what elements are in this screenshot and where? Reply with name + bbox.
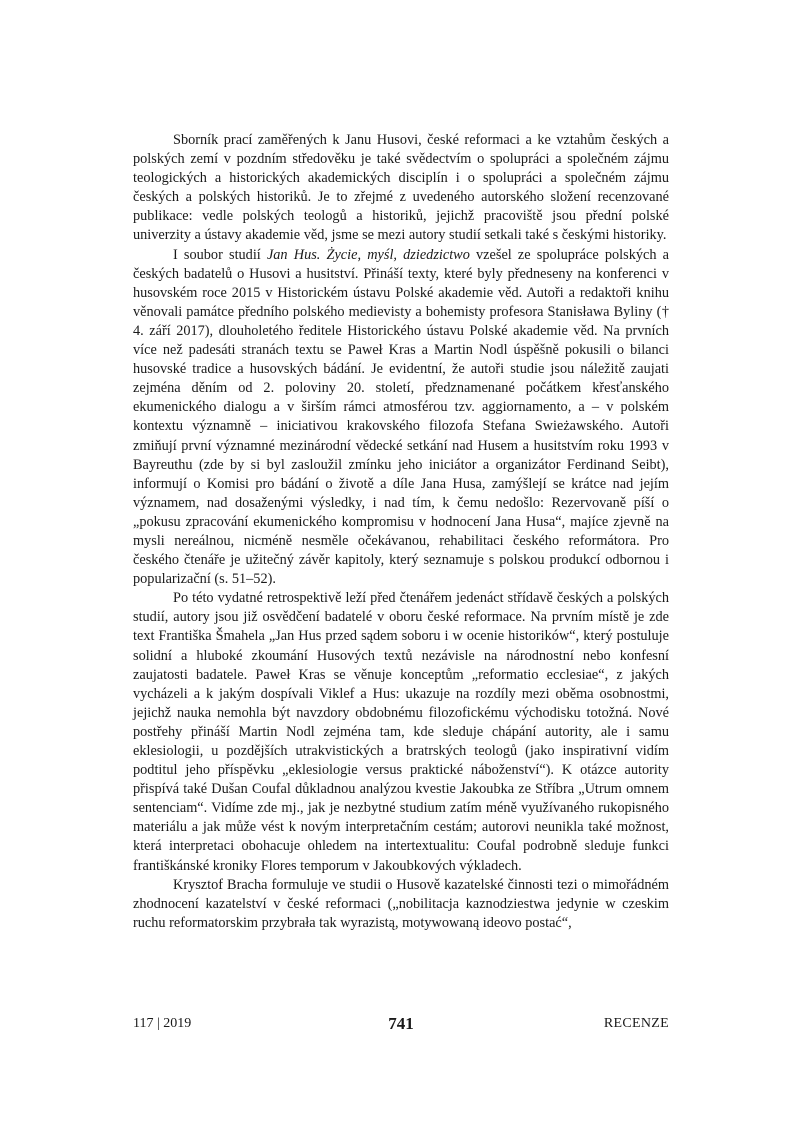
section-label: RECENZE: [603, 1016, 669, 1031]
paragraph-4: Krysztof Bracha formuluje ve studii o Husově kazatelské činnosti tezi o mimořádném zhodnocení kazatelství v české reformaci („nobilitacja kaznodziestwa jedynie w czeskim ruchu reformatorskim przybrała tak wyrazistą, motywowaną ideovo postać“,: [133, 876, 669, 931]
paragraph-1: Sborník prací zaměřených k Janu Husovi, české reformaci a ke vztahům českých a polských zemí v pozdním středověku je také svědectvím o spolupráci a společném zájmu teologických a historických akademických disciplín i o spolupráci a společném zájmu českých a polských historiků. Je to zřejmé z uvedeného autorského složení recenzované publikace: vedle polských teologů a historiků, jejichž pracoviště jsou přední polské univerzity a ústavy akademie věd, jsme se mezi autory studií setkali také s českými historiky.: [133, 132, 669, 244]
paragraph-2-start: I soubor studií: [173, 246, 267, 263]
paragraph-2-rest: vzešel ze spolupráce polských a českých badatelů o Husovi a husitství. Přináší texty, které byly předneseny na konferenci v husovském roce 2015 v Historickém ústavu Polské akademie věd. Autoři a redaktoři knihu věnovali památce předního polského medievisty a bohemisty profesora Stanisława Byliny († 4. září 2017), dlouholetého ředitele Historického ústavu Polské akademie věd. Na prvních více než padesáti stranách textu se Paweł Kras a Martin Nodl úspěšně pokusili o bilanci husovské tradice a husovských bádání. Je evidentní, že autoři studie jsou náležitě zaujati zejména děním od 2. poloviny 20. století, předznamenané počátkem křesťanského ekumenického dialogu a v širším rámci atmosférou tzv. aggiornamento, a – v polském kontextu významně – iniciativou krakovského filozofa Stefana Swieżawského. Autoři zmiňují první významné mezinárodní vědecké setkání nad Husem a husitstvím roku 1993 v Bayreuthu (zde by si byl zasloužil zmínku jeho iniciátor a organizátor Ferdinand Seibt), informují o Komisi pro bádání o životě a díle Jana Husa, zamýšlejí se krátce nad jejím významem, nad dosaženými výsledky, i nad tím, k čemu nedošlo: Rezervovaně píší o „pokusu zpracování ekumenického kompromisu v hodnocení Jana Husa“, majíce zjevně na mysli nereálnou, nicméně nesměle očekávanou, rehabilitaci českého reformátora. Pro českého čtenáře je užitečný závěr kapitoly, který seznamuje s polskou produkcí odbornou i popularizační (s. 51–52).: [133, 246, 669, 588]
book-title: Jan Hus. Życie, myśl, dziedzictwo: [266, 246, 470, 263]
page-number: 741: [388, 1014, 414, 1033]
issue-label: 117 | 2019: [133, 1016, 192, 1031]
paragraph-2: [133, 246, 669, 590]
page-footer: [133, 1014, 669, 1038]
paragraph-3: Po této vydatné retrospektivě leží před čtenářem jedenáct střídavě českých a polských studií, autory jsou již osvědčení badatelé v oboru české reformace. Na prvním místě je zde text Františka Šmahela „Jan Hus przed sądem soboru i w ocenie historików“, který postuluje solidní a hluboké zkoumání Husových textů nezávisle na národnostní nebo konfesní zaujatosti badatele. Paweł Kras se věnuje konceptům „reformatio ecclesiae“, z jakých vycházeli a k jakým dospívali Viklef a Hus: ukazuje na rozdíly mezi oběma osobnostmi, jejichž nauka nemohla být navzdory obdobnému filozofickému východisku totožná. Nové postřehy přináší Martin Nodl zejména tam, kde sleduje chápání autority, ale i samu eklesiologii, u pozdějších utrakvistických a bratrských teologů (jako inspirativní vidím podtitul jeho příspěvku „eklesiologie versus praktické náboženství“). K otázce autority přispívá také Dušan Coufal důkladnou analýzou kvestie Jakoubka ze Stříbra „Utrum omnem sentenciam“. Vidíme zde mj., jak je nezbytné studium zatím méně využívaného rukopisného materiálu a jak může vést k novým interpretačním cestám; autorovi neunikla také možnost, která interpretaci obohacuje ohledem na intertextualitu: Coufal podrobně sleduje funkci františkánské kroniky Flores temporum v Jakoubkových výkladech.: [133, 590, 669, 874]
article-body: [133, 131, 669, 933]
